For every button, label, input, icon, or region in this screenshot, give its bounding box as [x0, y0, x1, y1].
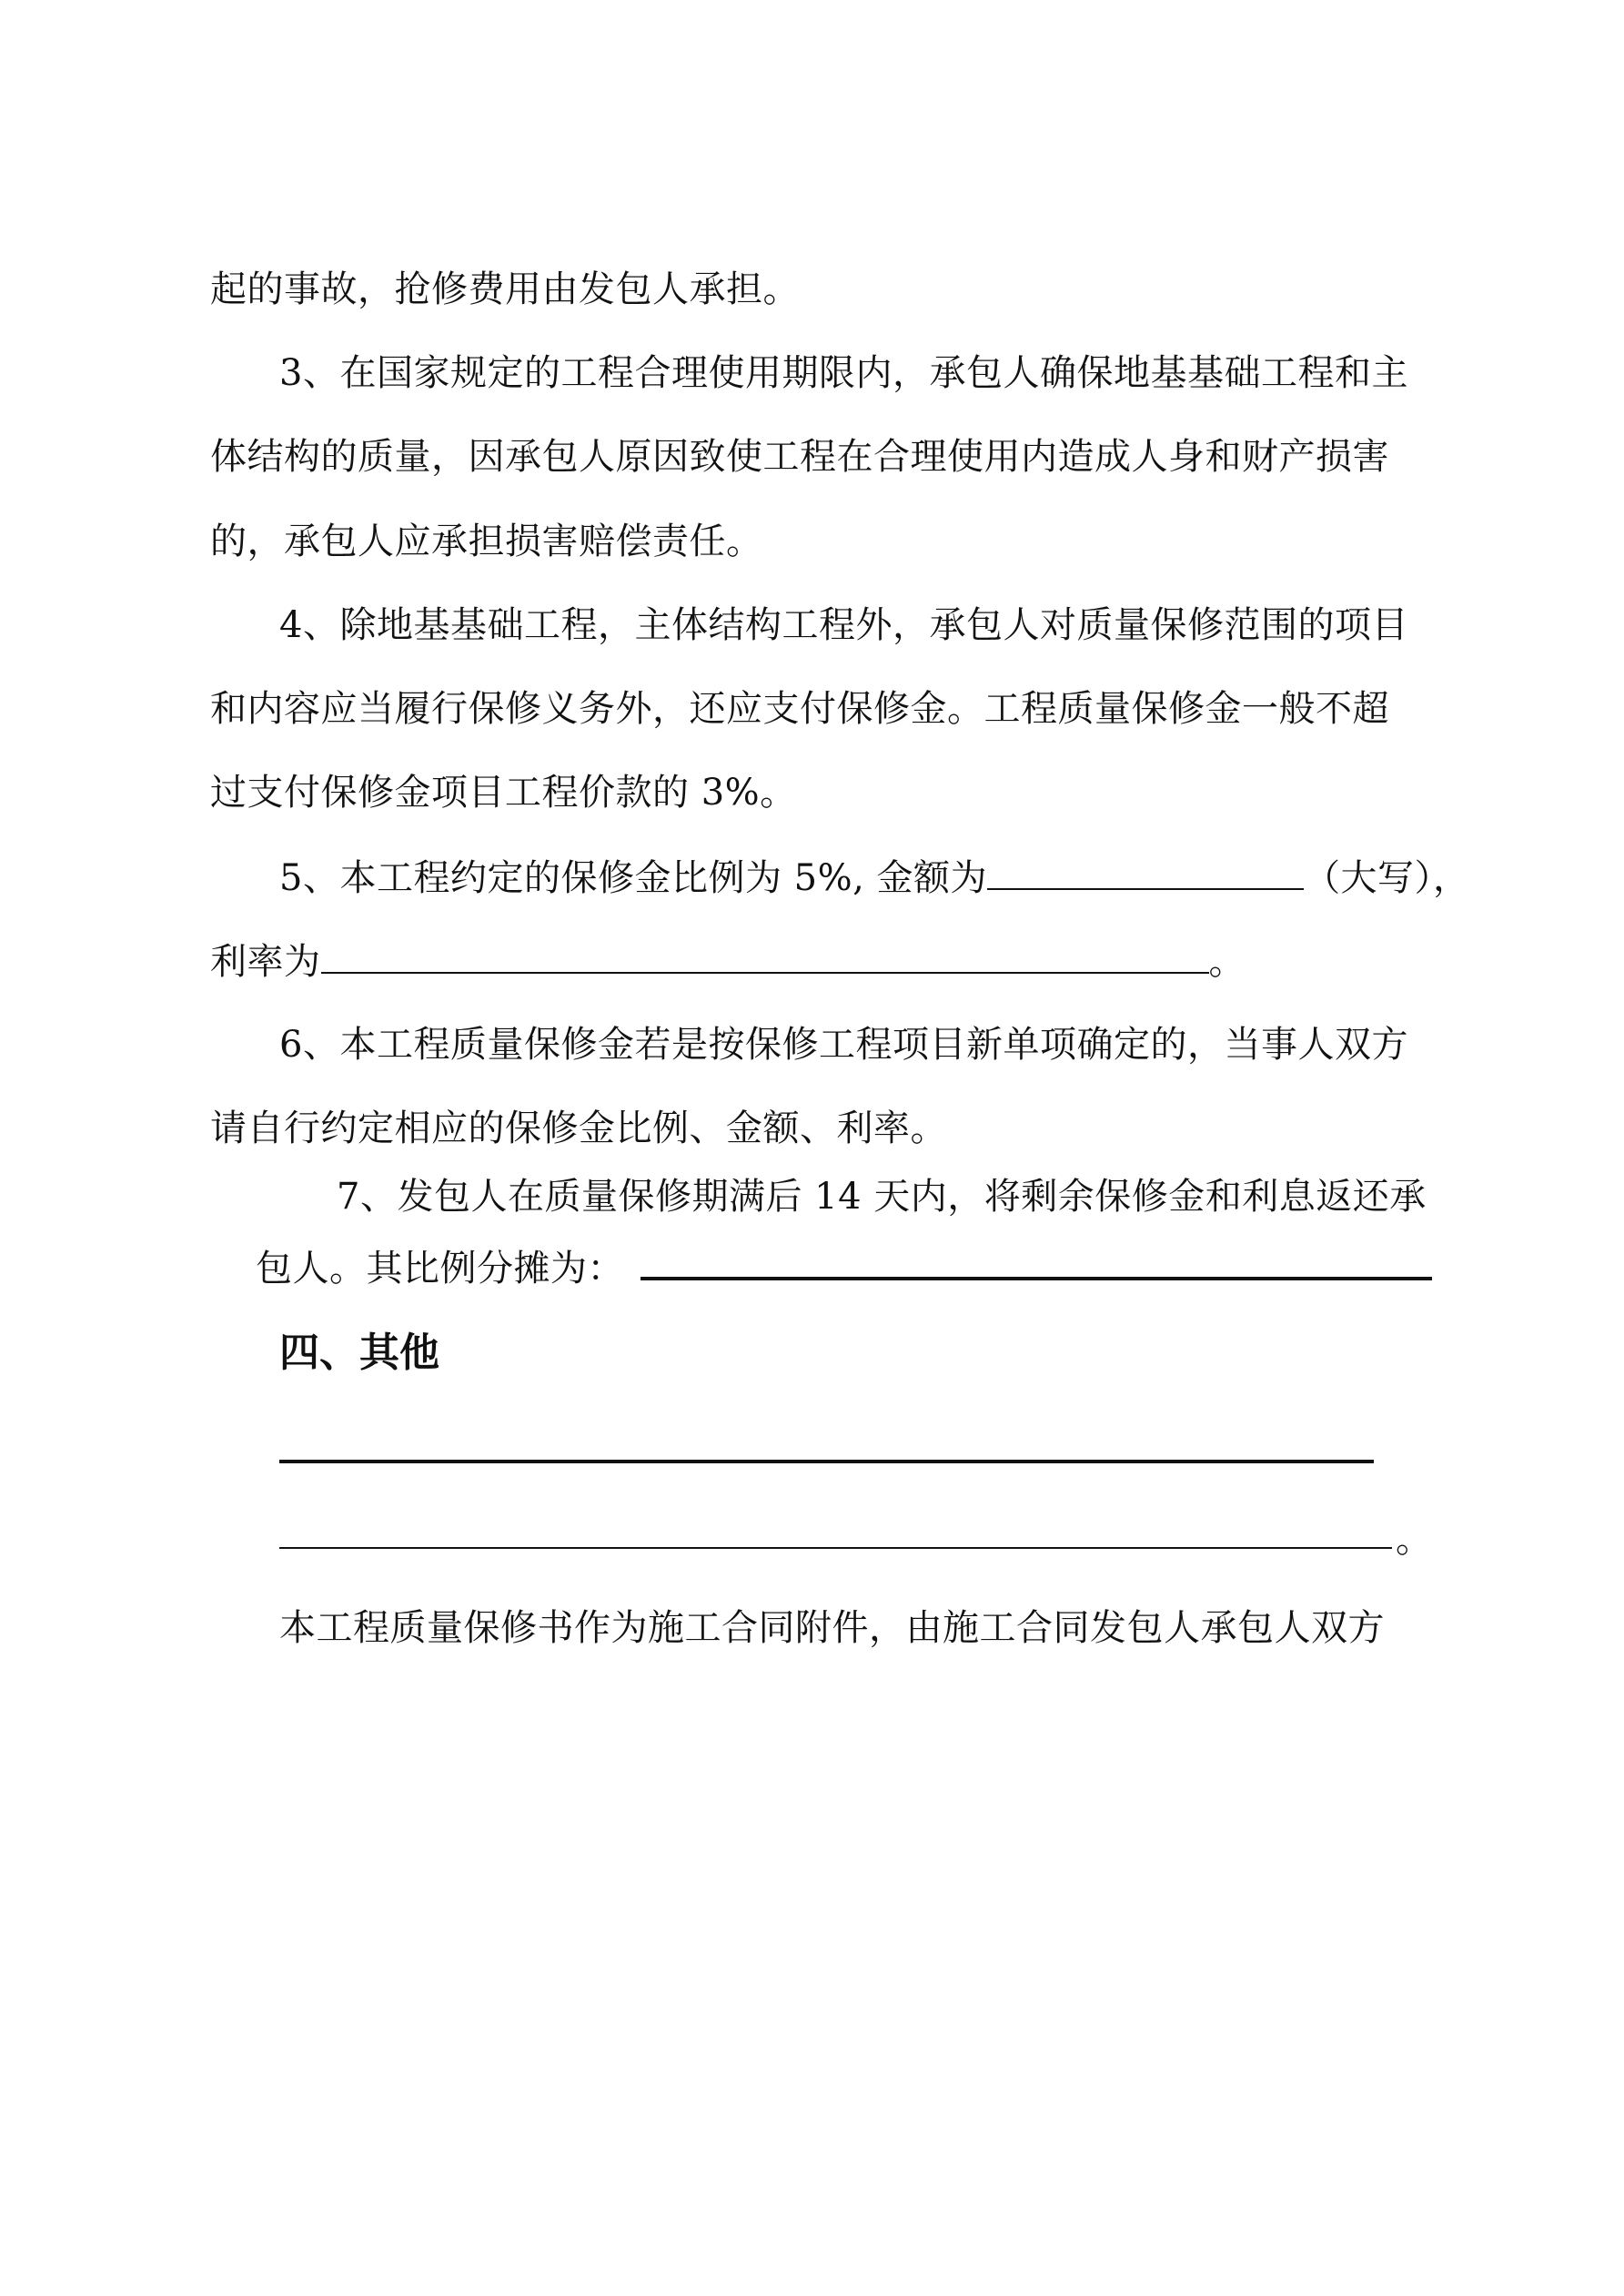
ratio-blank-field[interactable] [641, 1244, 1432, 1280]
period: 。 [1396, 1519, 1433, 1561]
interest-label: 利率为 [210, 941, 321, 983]
interest-line [210, 939, 1246, 984]
interest-blank-field[interactable] [321, 939, 1209, 974]
ratio-label: 包人。其比例分摊为： [256, 1248, 624, 1290]
other-blank-field-2[interactable] [279, 1547, 1392, 1549]
paragraph-line: 和内容应当履行保修义务外，还应支付保修金。工程质量保修金一般不超 [210, 688, 1389, 730]
clause-6-line: 6、本工程质量保修金若是按保修工程项目新单项确定的，当事人双方 [279, 1024, 1408, 1066]
clause-3-line: 3、在国家规定的工程合理使用期限内，承包人确保地基基础工程和主 [279, 352, 1408, 394]
clause-4-line: 4、除地基基础工程，主体结构工程外，承包人对质量保修范围的项目 [279, 604, 1408, 646]
paragraph-line: 起的事故，抢修费用由发包人承担。 [210, 268, 800, 310]
clause-5-text: 5、本工程约定的保修金比例为 5%, 金额为 [279, 857, 988, 899]
section-heading-other: 四、其他 [279, 1330, 439, 1376]
paragraph-line: 过支付保修金项目工程价款的 3%。 [210, 772, 797, 814]
capital-note: （大写）， [1304, 857, 1470, 899]
amount-blank-field[interactable] [987, 855, 1304, 890]
period: 。 [1208, 941, 1246, 983]
paragraph-line: 的，承包人应承担损害赔偿责任。 [210, 521, 763, 562]
paragraph-line: 请自行约定相应的保修金比例、金额、利率。 [210, 1108, 947, 1149]
ratio-line [256, 1244, 1432, 1290]
clause-7-line: 7、发包人在质量保修期满后 14 天内，将剩余保修金和利息返还承 [337, 1176, 1427, 1218]
closing-paragraph-line: 本工程质量保修书作为施工合同附件，由施工合同发包人承包人双方 [279, 1607, 1385, 1649]
other-blank-field-1[interactable] [279, 1460, 1374, 1463]
clause-5-line [279, 855, 1470, 900]
paragraph-line: 体结构的质量，因承包人原因致使工程在合理使用内造成人身和财产损害 [210, 436, 1389, 478]
